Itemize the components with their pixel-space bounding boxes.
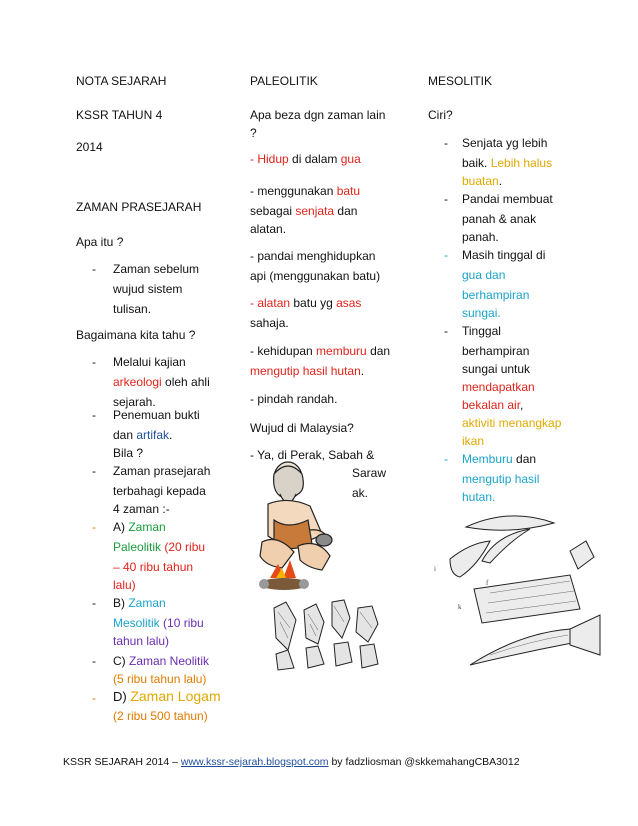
zaman-line: (5 ribu tahun lalu) — [113, 672, 207, 686]
ciri-line — [462, 450, 536, 468]
text-span: , — [520, 398, 524, 412]
ciri-line: ikan — [462, 434, 485, 448]
keyword: bekalan air — [462, 398, 521, 412]
text-span: - menggunakan — [250, 184, 337, 198]
zaman-line — [113, 687, 221, 706]
ciri-line: Pandai membuat — [462, 192, 553, 206]
bullet-dash: - — [444, 136, 448, 150]
answer-line: wujud sistem — [113, 282, 183, 296]
point-line — [250, 150, 361, 168]
title-year: 2014 — [76, 140, 103, 154]
point-line — [250, 362, 364, 380]
title-kssr: KSSR TAHUN 4 — [76, 108, 163, 122]
zaman-line — [113, 518, 166, 536]
text-span: C) — [113, 654, 129, 668]
bullet-line: Penemuan bukti — [113, 408, 200, 422]
bullet-dash: - — [444, 452, 448, 466]
point-line: api (menggunakan batu) — [250, 269, 381, 283]
svg-text:k: k — [458, 603, 462, 611]
keyword: Paleolitik — [113, 540, 162, 554]
bullet-dash: - — [92, 654, 96, 668]
bullet-line: 4 zaman :- — [113, 502, 170, 516]
text-span: dan — [512, 452, 537, 466]
point-line — [250, 342, 390, 360]
text-span: . — [169, 428, 173, 442]
bullet-dash: - — [444, 248, 448, 262]
text-span: batu yg — [290, 296, 337, 310]
text-span: dan — [366, 344, 391, 358]
heading-mesolitik: MESOLITIK — [428, 74, 493, 88]
ciri-line: gua dan — [462, 268, 506, 282]
text-span: . — [498, 174, 503, 188]
ciri-line: mendapatkan — [462, 380, 535, 394]
keyword: artifak — [136, 428, 170, 442]
bullet-dash: - — [444, 324, 448, 338]
footer-suffix: by fadzliosman @skkemahangCBA3012 — [328, 756, 520, 768]
zaman-line — [113, 614, 204, 632]
bullet-dash: - — [92, 691, 96, 705]
bullet-dash: - — [92, 520, 96, 534]
keyword: Zaman — [128, 520, 166, 534]
bullet-dash: - — [92, 355, 96, 369]
zaman-line — [113, 652, 209, 670]
ciri-line: Tinggal — [462, 324, 501, 338]
svg-text:f: f — [486, 579, 489, 587]
text-span: baik. — [462, 156, 491, 170]
ciri-line: sungai untuk — [462, 362, 531, 376]
text-span: dan — [113, 428, 137, 442]
text-span: - — [250, 296, 258, 310]
ciri-line — [462, 396, 523, 414]
svg-text:i: i — [434, 565, 436, 573]
text-span: dan — [334, 204, 358, 218]
ciri-line: Senjata yg lebih — [462, 136, 548, 150]
heading-paleolitik: PALEOLITIK — [250, 74, 318, 88]
point-line: alatan. — [250, 222, 287, 236]
keyword: Zaman Logam — [130, 688, 221, 704]
question-malaysia: Wujud di Malaysia? — [250, 421, 354, 435]
ciri-line: mengutip hasil — [462, 472, 540, 486]
point-line: - Ya, di Perak, Sabah & — [250, 448, 375, 462]
keyword: mengutip — [250, 364, 300, 378]
keyword: asas — [336, 296, 362, 310]
text-span: D) — [113, 689, 131, 704]
point-line: ak. — [352, 486, 369, 500]
keyword: Mesolitik — [113, 616, 160, 630]
question-apa-itu: Apa itu ? — [76, 235, 124, 249]
bullet-line — [113, 373, 210, 391]
keyword: memburu — [316, 344, 367, 358]
stone-tools-illustration — [268, 598, 384, 672]
bullet-dash: - — [92, 596, 96, 610]
ciri-line: berhampiran — [462, 288, 530, 302]
keyword: Zaman — [128, 596, 166, 610]
mesolithic-tools-illustration — [430, 505, 610, 681]
ciri-line: aktiviti menangkap — [462, 416, 562, 430]
answer-line: tulisan. — [113, 302, 152, 316]
zaman-line — [113, 538, 205, 556]
keyword: arkeologi — [113, 375, 162, 389]
question-ciri: Ciri? — [428, 108, 453, 122]
keyword: senjata — [295, 204, 335, 218]
footer-prefix: KSSR SEJARAH 2014 – — [63, 756, 181, 768]
zaman-line: (2 ribu 500 tahun) — [113, 709, 208, 723]
keyword: batu — [336, 184, 361, 198]
ciri-line — [462, 154, 552, 172]
ciri-line — [462, 172, 502, 190]
keyword: Memburu — [462, 452, 513, 466]
keyword: gua — [340, 152, 361, 166]
text-span: . — [360, 364, 365, 378]
ciri-line: panah. — [462, 230, 499, 244]
bullet-line — [113, 426, 172, 444]
title-nota-sejarah: NOTA SEJARAH — [76, 74, 167, 88]
ciri-line: hutan. — [462, 490, 496, 504]
keyword: (10 ribu — [159, 616, 204, 630]
text-span: - kehidupan — [250, 344, 317, 358]
text-span: - — [250, 152, 258, 166]
heading-zaman-prasejarah: ZAMAN PRASEJARAH — [76, 200, 202, 214]
text-span: A) — [113, 520, 129, 534]
point-line: Saraw — [352, 466, 387, 480]
point-line: sahaja. — [250, 316, 289, 330]
bullet-dash: - — [444, 192, 448, 206]
text-span: oleh ahli — [161, 375, 210, 389]
keyword: Lebih halus — [490, 156, 553, 170]
caveman-illustration — [238, 460, 350, 600]
ciri-line: Masih tinggal di — [462, 248, 546, 262]
zaman-line: – 40 ribu tahun — [113, 560, 194, 574]
point-line — [250, 294, 361, 312]
answer-line: Zaman sebelum — [113, 262, 200, 276]
footer — [63, 756, 520, 768]
keyword: Zaman Neolitik — [129, 654, 210, 668]
bullet-line: sejarah. — [113, 395, 156, 409]
text-span: B) — [113, 596, 129, 610]
bullet-dash: - — [92, 408, 96, 422]
zaman-line: lalu) — [113, 578, 136, 592]
bullet-line: Zaman prasejarah — [113, 464, 211, 478]
keyword: alatan — [257, 296, 291, 310]
keyword: hasil hutan — [302, 364, 361, 378]
text-span: di dalam — [288, 152, 341, 166]
ciri-line: sungai. — [462, 306, 501, 320]
bullet-line: Melalui kajian — [113, 355, 186, 369]
ciri-line: panah & anak — [462, 212, 537, 226]
point-line — [250, 182, 360, 200]
bullet-line: terbahagi kepada — [113, 484, 206, 498]
keyword: Hidup — [257, 152, 289, 166]
question-line: ? — [250, 126, 257, 140]
point-line: - pandai menghidupkan — [250, 249, 376, 263]
bullet-line: Bila ? — [113, 446, 144, 460]
question-line: Apa beza dgn zaman lain — [250, 108, 386, 122]
zaman-line: tahun lalu) — [113, 634, 170, 648]
keyword: (20 ribu — [161, 540, 206, 554]
text-span: sebagai — [250, 204, 296, 218]
bullet-dash: - — [92, 464, 96, 478]
blog-link[interactable]: www.kssr-sejarah.blogspot.com — [180, 756, 329, 768]
point-line: - pindah randah. — [250, 392, 338, 406]
zaman-line — [113, 594, 166, 612]
question-bagaimana: Bagaimana kita tahu ? — [76, 328, 196, 342]
bullet-dash: - — [92, 262, 96, 276]
keyword: buatan — [462, 174, 499, 188]
ciri-line: berhampiran — [462, 344, 530, 358]
point-line — [250, 202, 357, 220]
